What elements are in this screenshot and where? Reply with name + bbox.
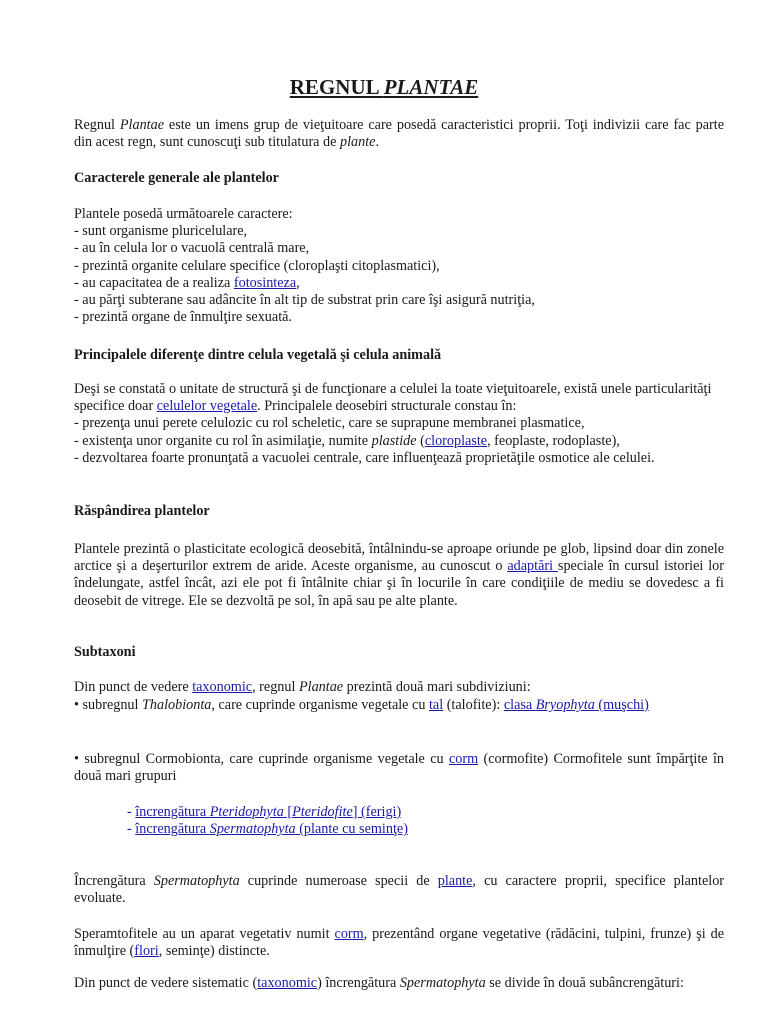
cormofite-paragraph: Speramtofitele au un aparat vegetativ numit corm, prezentând organe vegetative (rădăcini, tulpini, frunze) şi de înmulţire (flori, seminţe) distincte. bbox=[74, 926, 724, 960]
intro-paragraph: Regnul Plantae este un imens grup de vieţuitoare care posedă caracteristici proprii. Toţi indivizii care fac parte din acest regn, sunt cunoscuţi sub titulatura de plante. bbox=[74, 117, 724, 151]
link-adaptari[interactable]: adaptări bbox=[507, 558, 558, 575]
section-heading-subtaxoni: Subtaxoni bbox=[74, 644, 136, 660]
list-item: - prezintă organite celulare specifice (cloroplaşti citoplasmatici), bbox=[74, 257, 440, 274]
grupuri-list bbox=[127, 804, 627, 838]
link-fotosinteza[interactable]: fotosinteza bbox=[233, 274, 297, 291]
spermatophyta-paragraph: Încrengătura Spermatophyta cuprinde numeroase specii de plante, cu caractere proprii, specifice plantelor evoluate. bbox=[74, 873, 725, 907]
link-corm[interactable]: corm bbox=[448, 751, 479, 767]
link-pteridophyta[interactable]: încrengătura Pteridophyta [Pteridofite] (ferigi) bbox=[135, 804, 402, 820]
raspandire-paragraph: Plantele prezintă o plasticitate ecologică deosebită, întâlnindu-se aproape oriunde pe glob, lipsind doar din zonele arctice şi a deşerturilor extrem de aride. Aceste organisme, au cunoscut o adaptări speciale în cursul istoriei lor îndelungate, astfel încât, azi ele pot fi întâlnite chiar şi în locurile în care condiţiile de mediu se dovedesc a fi deosebit de vitrege. Ele se dezvoltă pe sol, în apă sau pe alte plante. bbox=[74, 541, 725, 609]
link-taxonomic[interactable]: taxonomic bbox=[192, 679, 253, 695]
list-item: - încrengătura Spermatophyta (plante cu seminţe) bbox=[127, 821, 408, 838]
page-title: REGNUL PLANTAE bbox=[289, 75, 479, 99]
link-muschi[interactable]: (muşchi) bbox=[598, 697, 649, 713]
subregnul-cormobionta: • subregnul Cormobionta, care cuprinde organisme vegetale cu corm (cormofite) Cormofitele sunt împărţite în două mari grupuri bbox=[74, 751, 724, 785]
link-clasa-bryophyta[interactable]: clasa Bryophyta bbox=[503, 697, 595, 713]
link-celule-vegetale[interactable]: celulelor vegetale bbox=[156, 398, 258, 415]
section-heading-diferente: Principalele diferenţe dintre celula vegetală şi celula animală bbox=[74, 347, 442, 363]
list-item: - au capacitatea de a realiza fotosinteza, bbox=[74, 274, 300, 291]
link-spermatophyta[interactable]: încrengătura Spermatophyta (plante cu seminţe) bbox=[135, 821, 408, 838]
list-item: - existenţa unor organite cu rol în asimilaţie, numite plastide (cloroplaste, feoplaste, rodoplaste), bbox=[74, 432, 620, 449]
list-item: - prezintă organe de înmulţire sexuată. bbox=[74, 309, 292, 326]
list-item: - au părţi subterane sau adâncite în alt tip de substrat prin care îşi asigură nutriţia, bbox=[74, 292, 535, 309]
link-taxonomic-2[interactable]: taxonomic bbox=[257, 975, 318, 991]
list-lead: Plantele posedă următoarele caractere: bbox=[74, 206, 293, 222]
caractere-list bbox=[74, 206, 724, 326]
link-corm-2[interactable]: corm bbox=[334, 926, 364, 942]
link-tal[interactable]: tal bbox=[428, 697, 444, 713]
list-item: - încrengătura Pteridophyta [Pteridofite] (ferigi) bbox=[127, 804, 402, 820]
list-item: - sunt organisme pluricelulare, bbox=[74, 223, 248, 240]
link-plante[interactable]: plante bbox=[437, 873, 473, 889]
section-heading-raspandire: Răspândirea plantelor bbox=[74, 503, 210, 519]
subtaxoni-intro: Din punct de vedere taxonomic, regnul Plantae prezintă două mari subdiviziuni: bbox=[74, 679, 531, 695]
link-cloroplaste[interactable]: cloroplaste bbox=[424, 432, 488, 449]
list-item: - prezenţa unui perete celulozic cu rol scheletic, care se suprapune membranei plasmatice, bbox=[74, 415, 585, 432]
subregnul-thalobionta: • subregnul Thalobionta, care cuprinde organisme vegetale cu tal (talofite): clasa Bryophyta (muşchi) bbox=[74, 697, 649, 713]
link-flori[interactable]: flori bbox=[134, 943, 159, 960]
list-item: - dezvoltarea foarte pronunţată a vacuolei centrale, care influenţează proprietăţile osmotice ale celulei. bbox=[74, 449, 655, 466]
section-heading-caractere: Caracterele generale ale plantelor bbox=[74, 170, 279, 186]
diferente-paragraph: Deşi se constată o unitate de structură şi de funcţionare a celulei la toate vieţuitoarele, există unele particularităţi specifice doar celulelor vegetale. Principalele deosebiri structurale constau în: - prezenţa unui perete celulozic cu rol scheletic, care se suprapune membranei plasmatice, - existenţa unor organite cu rol în asimilaţie, numite plastide (cloroplaste, feoplaste, rodoplaste), - dezvoltarea foarte pronunţată a vacuolei centrale, care influenţează proprietăţile osmotice ale celulei. bbox=[74, 381, 724, 467]
sistematic-paragraph: Din punct de vedere sistematic (taxonomic) încrengătura Spermatophyta se divide în două subâncrengături: bbox=[74, 975, 684, 991]
list-item: - au în celula lor o vacuolă centrală mare, bbox=[74, 240, 310, 257]
